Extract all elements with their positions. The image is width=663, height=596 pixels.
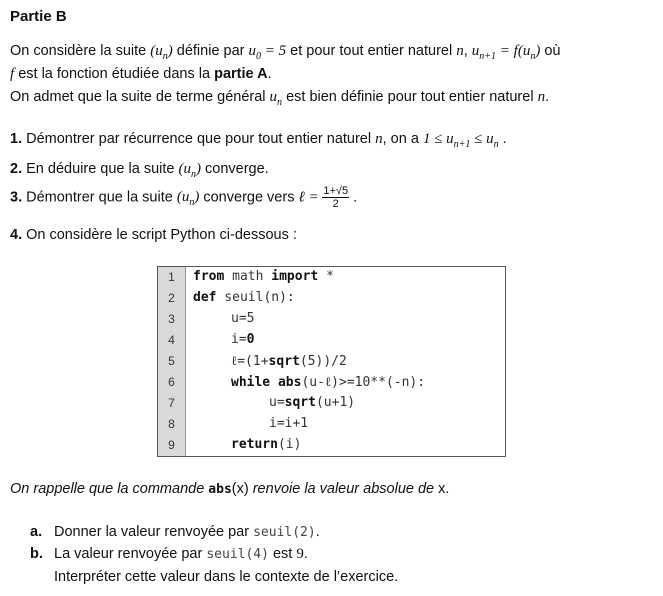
text: On rappelle que la commande: [10, 481, 209, 497]
partie-a-ref: partie A: [214, 66, 268, 82]
question-3: [10, 185, 357, 210]
text: x.: [438, 481, 450, 497]
section-title: Partie B: [10, 8, 67, 25]
subquestion-a: [30, 524, 42, 540]
subquestion-label: b.: [30, 546, 43, 562]
code-line-5: ℓ=(1+sqrt(5))/2: [231, 354, 347, 369]
math-recurrence: $u_{n+1} = f(u_n)$: [471, 43, 541, 62]
math-fraction: $\frac{1+√5}{2}$: [323, 185, 349, 210]
subquestion-a-text: [54, 524, 320, 540]
text: On considère la suite: [10, 43, 151, 59]
code-line-7: u=sqrt(u+1): [269, 395, 356, 410]
text: est bien définie pour tout entier naturel: [282, 89, 538, 105]
question-number: 3.: [10, 189, 23, 206]
math-seq: $(u_n)$: [176, 189, 200, 209]
reminder: [10, 481, 449, 497]
question-number: 4.: [10, 227, 23, 243]
code-line-8: i=i+1: [269, 416, 309, 431]
text: La valeur renvoyée par: [54, 546, 207, 562]
text: renvoie la valeur absolue de: [248, 481, 439, 497]
line-number: 4: [168, 333, 175, 347]
math-seq: $(u_n)$: [178, 161, 201, 180]
math-inequality: $1 \le u_{n+1} \le u_n$: [422, 131, 499, 150]
math-f: f: [10, 66, 15, 82]
line-number: 5: [168, 354, 175, 368]
text: ,: [463, 43, 472, 59]
question-4: [10, 227, 297, 243]
abs-command: abs: [208, 482, 232, 497]
math-un: $u_n$: [269, 89, 283, 108]
line-number: 1: [168, 270, 175, 284]
question-number: 2.: [10, 161, 23, 177]
math-n: n: [537, 89, 546, 105]
math-limit: ℓ =: [298, 189, 323, 206]
text: est la fonction étudiée dans la: [14, 66, 215, 82]
intro-line-3: [10, 89, 549, 106]
subquestion-b: [30, 546, 43, 562]
text: Démontrer par récurrence que pour tout entier naturel: [22, 131, 376, 147]
subquestion-b-line-2: Interpréter cette valeur dans le contexte de l’exercice.: [54, 569, 399, 585]
text: Démontrer que la suite: [22, 189, 177, 206]
text: .: [267, 66, 272, 82]
line-number: 8: [168, 417, 175, 431]
python-code-block: [157, 266, 506, 457]
line-number: 6: [168, 375, 175, 389]
code-line-4: i=0: [231, 332, 255, 347]
question-number: 1.: [10, 131, 23, 147]
code-inline: seuil(2): [253, 525, 316, 540]
question-2: [10, 161, 269, 178]
text: , on a: [382, 131, 423, 147]
code-inline: seuil(4): [206, 547, 269, 562]
text: (x): [231, 481, 249, 497]
code-line-3: u=5: [231, 311, 255, 326]
text: .: [545, 89, 550, 105]
text: est: [268, 546, 297, 562]
text: converge vers: [199, 189, 299, 206]
text: où: [540, 43, 561, 59]
math-u0: $u_0 = 5$: [248, 43, 287, 62]
question-1: [10, 131, 507, 148]
code-line-9: return(i): [231, 437, 302, 452]
code-line-6: while abs(u-ℓ)>=10**(-n):: [231, 375, 426, 390]
intro-line-2: [10, 66, 272, 83]
line-number: 2: [168, 291, 175, 305]
math-n: n: [456, 43, 464, 59]
code-line-1: from math import *: [193, 269, 334, 284]
value: 9: [296, 546, 304, 562]
text: En déduire que la suite: [22, 161, 179, 177]
text: .: [349, 189, 358, 206]
math-seq: $(u_n)$: [150, 43, 173, 62]
subquestion-label: a.: [30, 524, 43, 540]
line-number: 3: [168, 312, 175, 326]
text: définie par: [172, 43, 249, 59]
text: .: [315, 524, 320, 540]
text: .: [303, 546, 308, 562]
code-line-2: def seuil(n):: [193, 290, 295, 305]
line-number: 9: [168, 438, 175, 452]
text: On admet que la suite de terme général: [10, 89, 270, 105]
text: Donner la valeur renvoyée par: [54, 524, 254, 540]
text: .: [498, 131, 507, 147]
text: et pour tout entier naturel: [286, 43, 457, 59]
intro-line-1: [10, 43, 561, 60]
line-number: 7: [168, 396, 175, 410]
math-n: n: [375, 131, 383, 147]
text: converge.: [200, 161, 269, 177]
text: On considère le script Python ci-dessous :: [22, 227, 297, 243]
subquestion-b-text: [54, 546, 308, 563]
